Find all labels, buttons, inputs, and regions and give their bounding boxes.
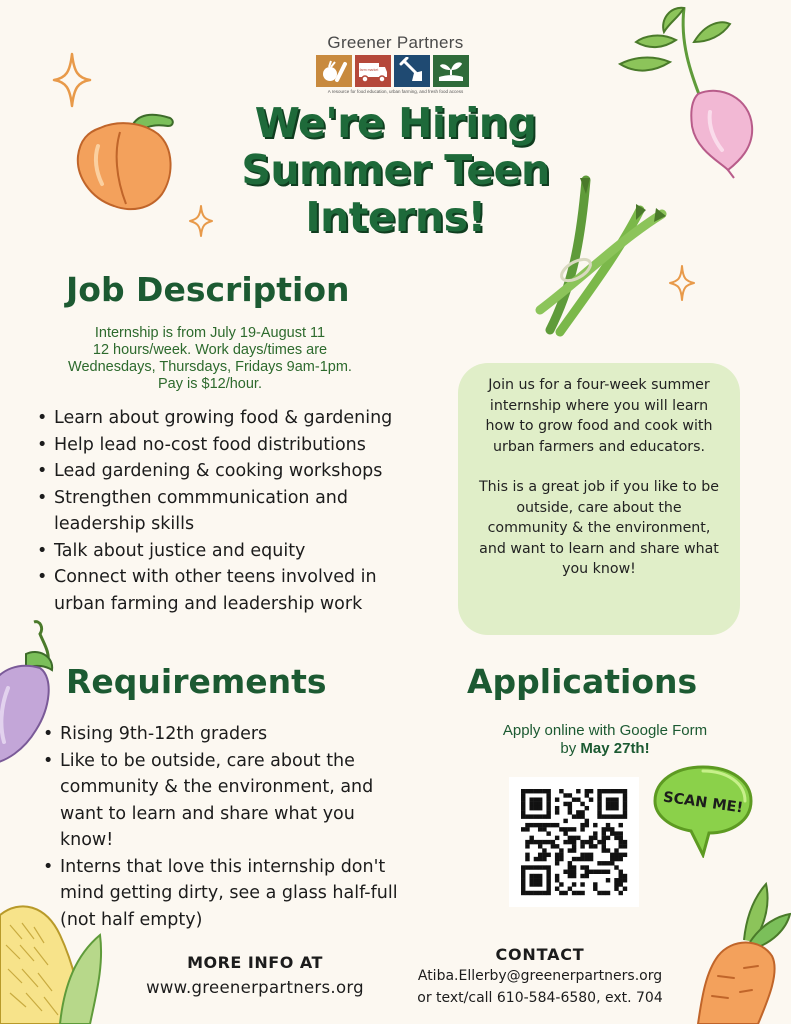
list-item: • Rising 9th-12th graders bbox=[40, 721, 400, 748]
requirements-list bbox=[40, 721, 400, 933]
sparkle-icon bbox=[52, 52, 92, 108]
intro-box bbox=[458, 363, 740, 635]
contact-email-link[interactable]: Atiba.Ellerby@greenerpartners.org bbox=[417, 968, 663, 984]
apply-by: by bbox=[560, 740, 577, 757]
headline-line: Summer Teen bbox=[241, 146, 550, 194]
contact-title: CONTACT bbox=[495, 945, 585, 964]
list-item: • Talk about justice and equity bbox=[34, 538, 434, 565]
more-info-title: MORE INFO AT bbox=[187, 953, 323, 972]
logo bbox=[316, 55, 469, 87]
qr-code[interactable] bbox=[509, 777, 639, 907]
farm-truck-icon bbox=[355, 55, 391, 87]
carrot-illustration bbox=[688, 880, 791, 1024]
logo-name: Greener Partners bbox=[327, 33, 464, 52]
internship-details bbox=[35, 325, 385, 393]
headline bbox=[170, 100, 621, 241]
vegetables-icon bbox=[316, 55, 352, 87]
apply-line: Apply online with Google Form bbox=[502, 722, 708, 739]
scan-me-bubble bbox=[651, 763, 755, 858]
truck-text: farm market bbox=[359, 68, 379, 72]
contact-phone: or text/call 610-584-6580, ext. 704 bbox=[417, 990, 663, 1006]
intro-paragraph: Join us for a four-week summer internship where you will learn how to grow food and cook with urban farmers and educators. bbox=[485, 377, 713, 455]
deadline: May 27th! bbox=[580, 740, 650, 757]
headline-line: Interns! bbox=[305, 193, 486, 241]
headline-line: We're Hiring bbox=[254, 99, 537, 147]
hand-plant-icon bbox=[433, 55, 469, 87]
list-item: • Connect with other teens involved in urban farming and leadership work bbox=[34, 564, 404, 617]
apply-deadline-line bbox=[440, 740, 770, 758]
website-link[interactable]: www.greenerpartners.org bbox=[146, 978, 364, 997]
logo-tagline: A resource for food education, urban farming, and fresh food access bbox=[327, 89, 464, 94]
bell-pepper-illustration bbox=[70, 106, 185, 216]
job-description-title: Job Description bbox=[66, 270, 350, 309]
sparkle-icon bbox=[668, 264, 696, 302]
list-item: • Strengthen commmunication and leadership skills bbox=[34, 485, 374, 538]
applications-title: Applications bbox=[467, 662, 698, 701]
list-item: • Learn about growing food & gardening bbox=[34, 405, 434, 432]
scan-me-label: SCAN ME! bbox=[662, 789, 744, 817]
requirements-title: Requirements bbox=[66, 662, 327, 701]
list-item: • Like to be outside, care about the community & the environment, and want to learn and share what you know! bbox=[40, 748, 390, 854]
intro-paragraph: This is a great job if you like to be outside, care about the community & the environment, and want to learn and share what you know! bbox=[478, 479, 720, 577]
detail-line: Pay is $12/hour. bbox=[158, 376, 262, 392]
shovel-icon bbox=[394, 55, 430, 87]
list-item: • Help lead no-cost food distributions bbox=[34, 432, 434, 459]
job-duties-list bbox=[34, 405, 434, 617]
apply-text bbox=[440, 722, 770, 758]
list-item: • Interns that love this internship don't mind getting dirty, see a glass half-full (not half empty) bbox=[40, 854, 400, 934]
detail-line: Wednesdays, Thursdays, Fridays 9am-1pm. bbox=[68, 359, 352, 375]
detail-line: 12 hours/week. Work days/times are bbox=[92, 342, 328, 358]
list-item: • Lead gardening & cooking workshops bbox=[34, 458, 434, 485]
detail-line: Internship is from July 19-August 11 bbox=[94, 325, 326, 341]
